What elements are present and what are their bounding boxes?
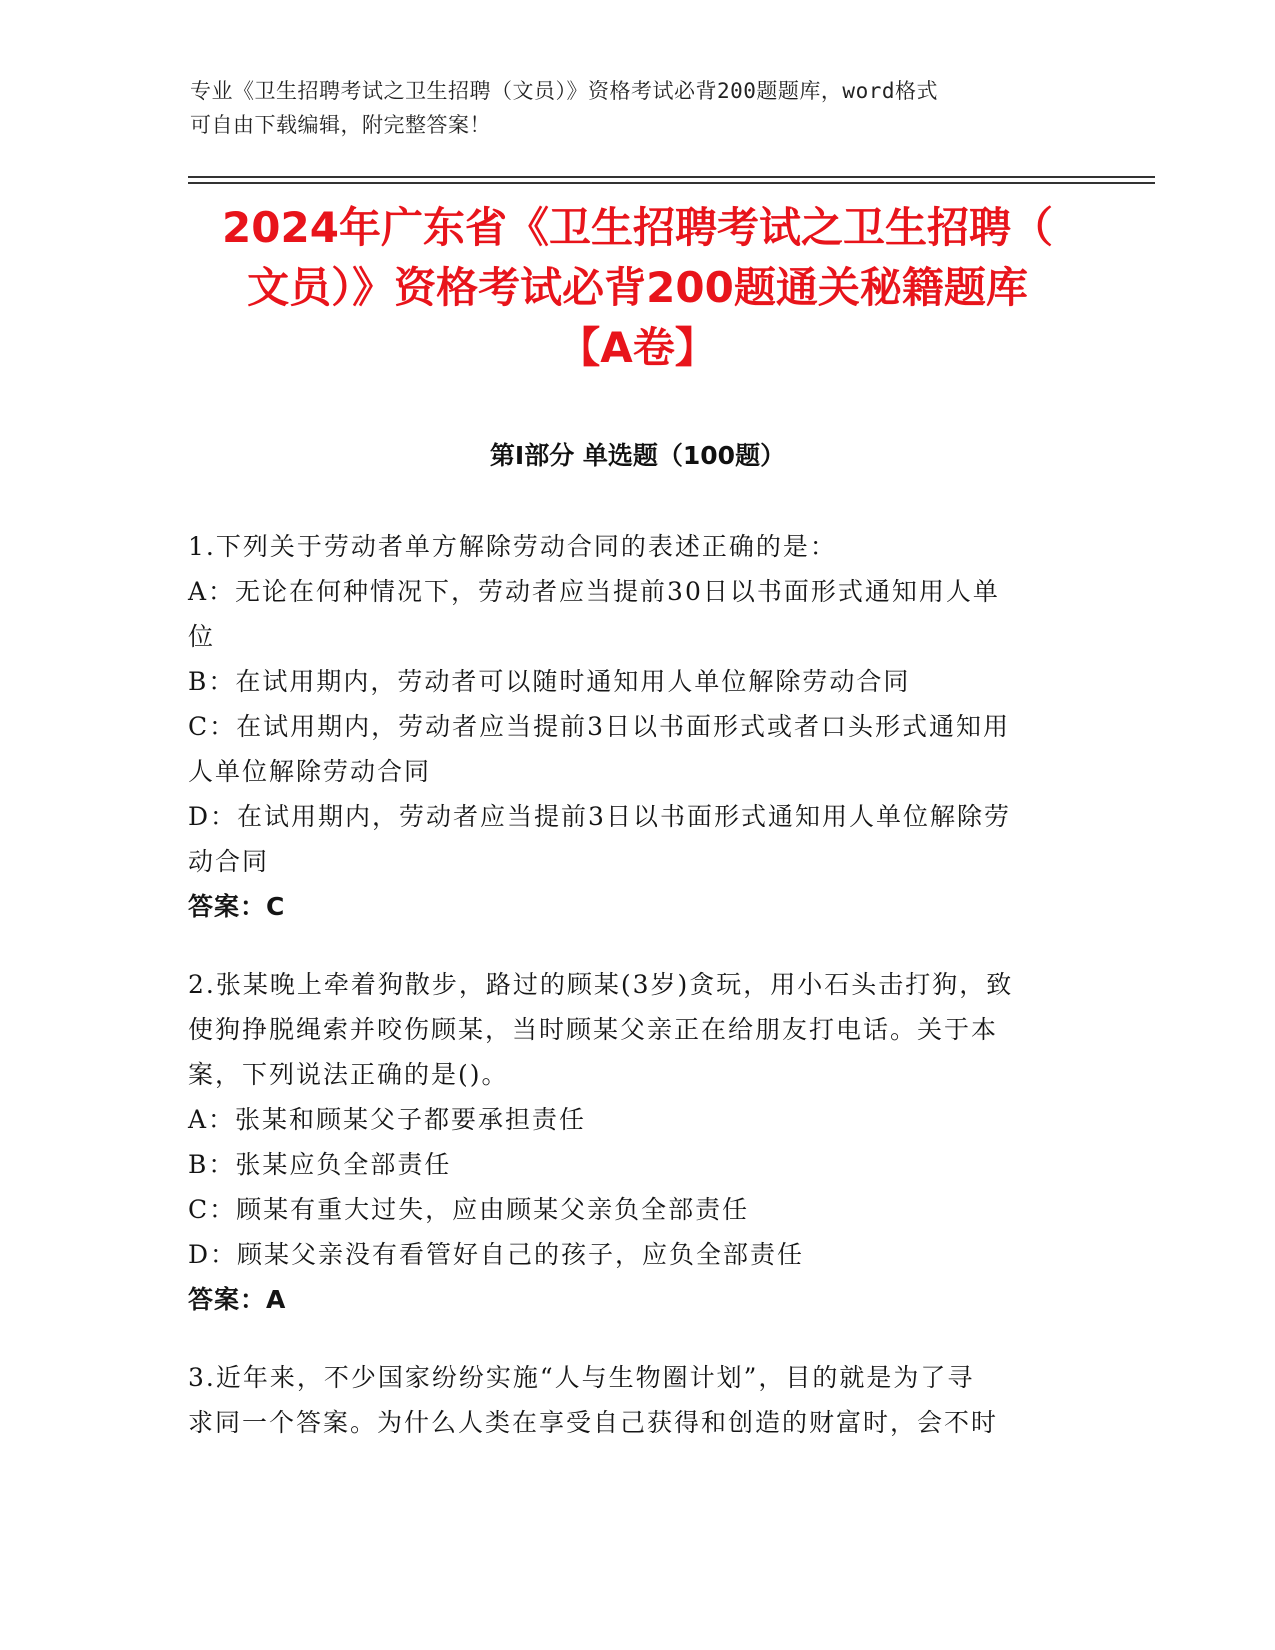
question-item bbox=[188, 1355, 1078, 1445]
question-stem: 使狗挣脱绳索并咬伤顾某，当时顾某父亲正在给朋友打电话。关于本 bbox=[188, 1015, 999, 1044]
option-d-continued: 动合同 bbox=[188, 847, 270, 876]
answer-line: 答案：C bbox=[188, 892, 286, 921]
document-title bbox=[150, 198, 1125, 378]
question-stem: 3.近年来，不少国家纷纷实施“人与生物圈计划”，目的就是为了寻 bbox=[188, 1363, 975, 1392]
question-stem: 2.张某晚上牵着狗散步，路过的顾某(3岁)贪玩，用小石头击打狗，致 bbox=[188, 970, 1014, 999]
title-line: 【A卷】 bbox=[558, 323, 717, 372]
header-divider bbox=[188, 182, 1155, 184]
header-note bbox=[190, 74, 1080, 142]
section-heading: 第Ⅰ部分 单选题（100题） bbox=[489, 441, 786, 470]
question-item bbox=[188, 962, 1078, 1322]
title-line: 2024年广东省《卫生招聘考试之卫生招聘（ bbox=[222, 203, 1053, 252]
option-b: B：张某应负全部责任 bbox=[188, 1150, 452, 1179]
question-stem: 求同一个答案。为什么人类在享受自己获得和创造的财富时，会不时 bbox=[188, 1408, 999, 1437]
option-c-continued: 人单位解除劳动合同 bbox=[188, 757, 432, 786]
option-b: B：在试用期内，劳动者可以随时通知用人单位解除劳动合同 bbox=[188, 667, 911, 696]
header-note-line: 可自由下载编辑，附完整答案！ bbox=[190, 113, 491, 137]
option-c: C：在试用期内，劳动者应当提前3日以书面形式或者口头形式通知用 bbox=[188, 712, 1011, 741]
answer-line: 答案：A bbox=[188, 1285, 287, 1314]
option-d: D：在试用期内，劳动者应当提前3日以书面形式通知用人单位解除劳 bbox=[188, 802, 1011, 831]
header-divider bbox=[188, 176, 1155, 178]
option-c: C：顾某有重大过失，应由顾某父亲负全部责任 bbox=[188, 1195, 750, 1224]
option-d: D：顾某父亲没有看管好自己的孩子，应负全部责任 bbox=[188, 1240, 805, 1269]
title-line: 文员）》资格考试必背200题通关秘籍题库 bbox=[247, 263, 1028, 312]
question-item bbox=[188, 524, 1078, 929]
option-a: A：张某和顾某父子都要承担责任 bbox=[188, 1105, 587, 1134]
question-list bbox=[188, 524, 1078, 1478]
question-stem: 1.下列关于劳动者单方解除劳动合同的表述正确的是： bbox=[188, 532, 837, 561]
header-note-line: 专业《卫生招聘考试之卫生招聘（文员）》资格考试必背200题题库，word格式 bbox=[190, 79, 938, 103]
option-a-continued: 位 bbox=[188, 622, 216, 651]
option-a: A：无论在何种情况下，劳动者应当提前30日以书面形式通知用人单 bbox=[188, 577, 1000, 606]
question-stem: 案，下列说法正确的是()。 bbox=[188, 1060, 509, 1089]
